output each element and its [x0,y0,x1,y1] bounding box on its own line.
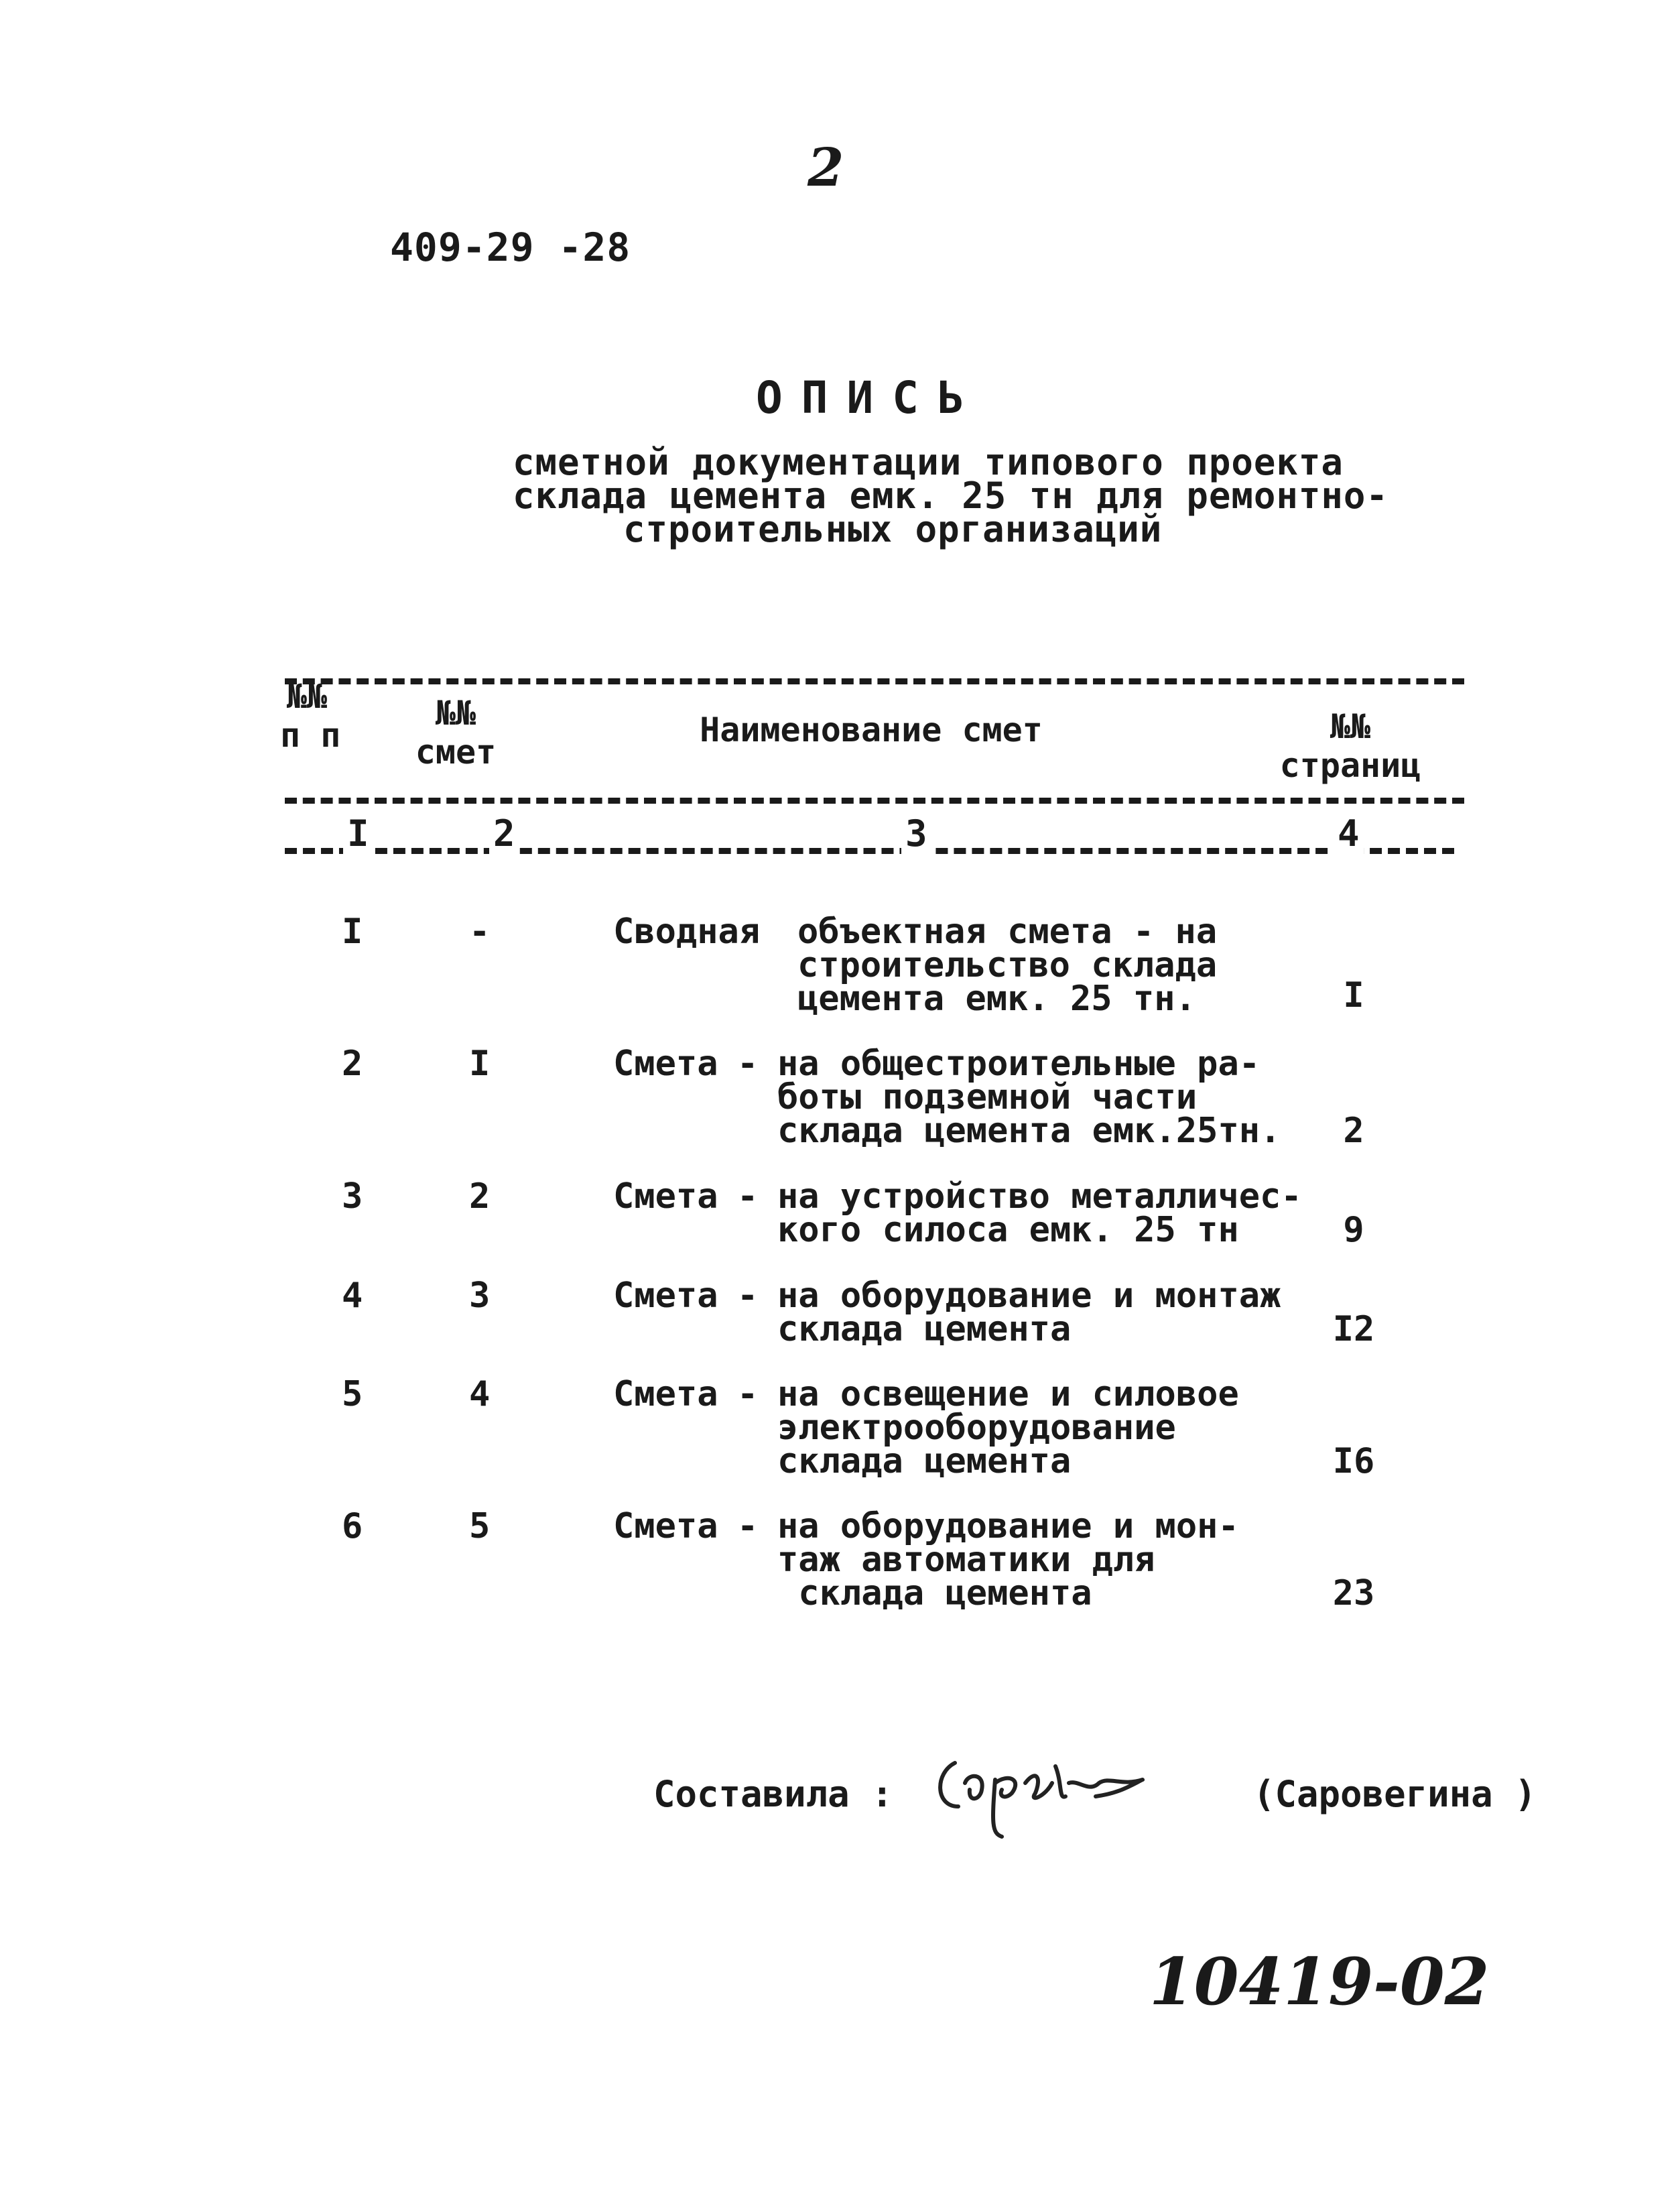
row-estimate: 4 [469,1374,491,1414]
row-kind: Смета [613,1176,718,1217]
document-code: 409-29 -28 [390,225,631,270]
row-number: 6 [342,1506,363,1546]
row-page: 9 [1343,1210,1364,1250]
row-dash: - [737,1044,759,1084]
row-number: 2 [342,1044,363,1084]
subtitle-line-1: сметной документации типового проекта [513,441,1344,483]
table-top-rule [285,678,1464,684]
page-title: ОПИСЬ [756,372,983,424]
header-estimate-number: №№ смет [415,694,497,772]
row-page: I2 [1332,1309,1375,1349]
row-kind: Смета [613,1044,718,1084]
row-estimate: 2 [469,1176,491,1217]
header-estimate-name: Наименование смет [700,711,1043,749]
column-number-4: 4 [1334,812,1364,855]
row-kind: Смета [613,1506,718,1546]
row-estimate: I [469,1044,491,1084]
header-page-numbers: №№ страниц [1279,707,1421,785]
row-description: на освещение и силовое электрооборудование склада цемента [777,1374,1239,1481]
row-page: 2 [1343,1111,1364,1151]
table-header-rule [285,798,1464,804]
row-kind: Сводная [613,912,761,952]
subtitle-line-2: склада цемента емк. 25 тн для ремонтно- [513,475,1388,517]
row-dash: - [737,1506,759,1546]
row-number: I [342,912,363,952]
compiled-by-label: Составила : [653,1773,893,1815]
signer-name: (Саровегина ) [1253,1773,1537,1815]
row-estimate: 5 [469,1506,491,1546]
row-page: I [1343,975,1364,1016]
row-kind: Смета [613,1374,718,1414]
row-dash: - [737,1276,759,1316]
row-page: I6 [1332,1441,1375,1481]
row-description: на общестроительные ра- боты подземной части склада цемента емк.25тн. [777,1044,1281,1151]
row-page: 23 [1332,1573,1375,1613]
row-description: на оборудование и мон- таж автоматики для склада цемента [777,1506,1239,1613]
page-number: 2 [807,137,844,198]
row-number: 3 [342,1176,363,1217]
archive-number: 10419-02 [1149,1944,1490,2020]
row-description: на оборудование и монтаж склада цемента [777,1276,1281,1349]
subtitle-line-3: строительных организаций [623,508,1163,550]
column-number-1: I [343,812,373,855]
row-estimate: 3 [469,1276,491,1316]
row-estimate: - [469,912,491,952]
table-column-number-rule [285,848,1454,854]
row-number: 4 [342,1276,363,1316]
row-description: объектная смета - на строительство склада цемента емк. 25 тн. [797,912,1218,1019]
handwritten-signature [928,1743,1163,1843]
row-dash: - [737,1374,759,1414]
column-number-3: 3 [901,812,931,855]
row-description: на устройство металличес- кого силоса емк. 25 тн [777,1176,1302,1250]
row-number: 5 [342,1374,363,1414]
row-kind: Смета [613,1276,718,1316]
column-number-2: 2 [489,812,519,855]
header-row-number: №№ п п [280,677,341,755]
row-dash: - [737,1176,759,1217]
